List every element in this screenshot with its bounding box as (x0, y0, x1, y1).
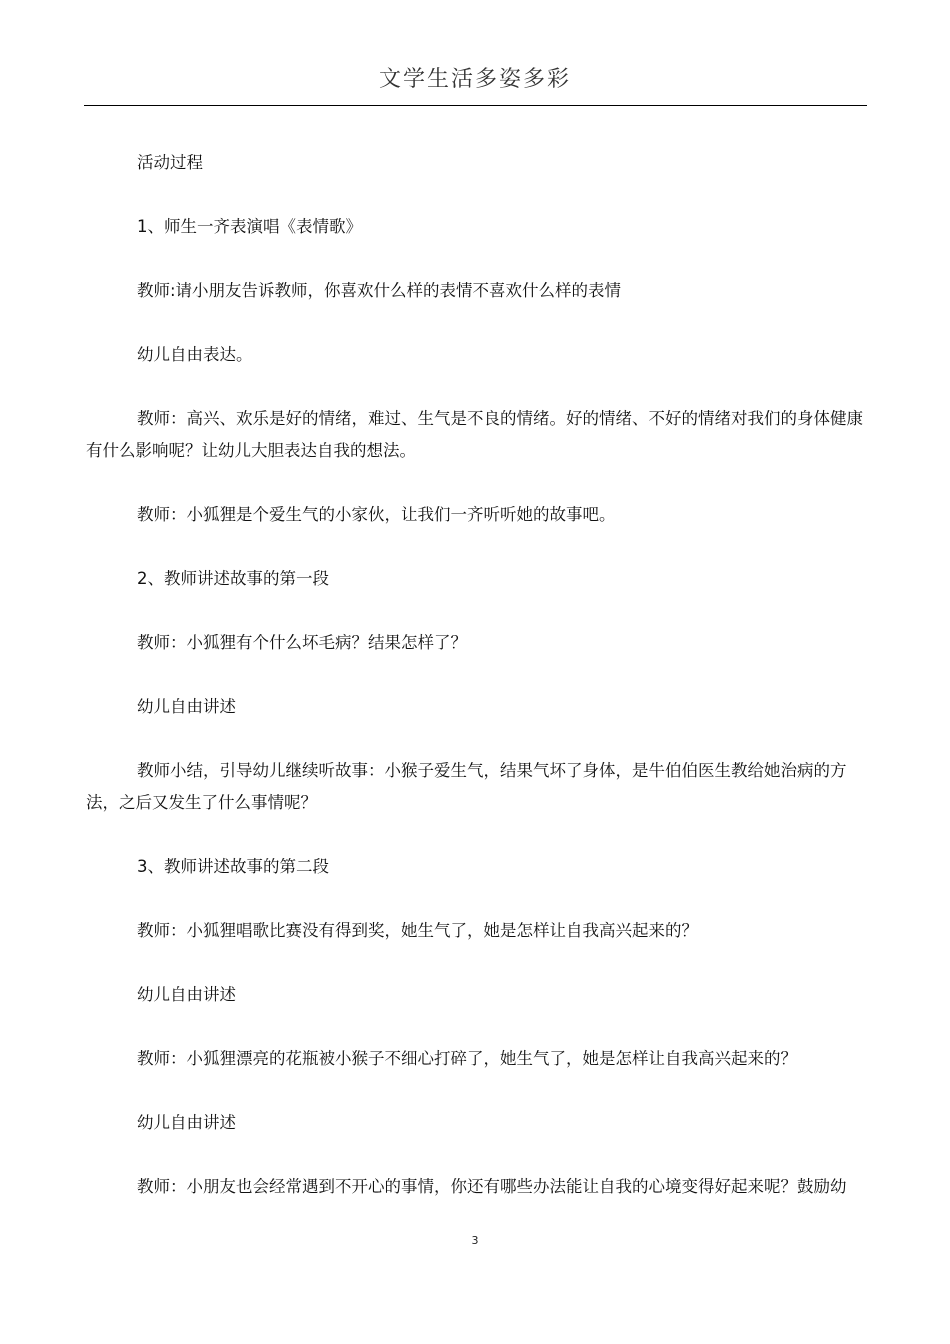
paragraph-children-narrate-3: 幼儿自由讲述 (137, 1113, 236, 1132)
paragraph-activity-process: 活动过程 (137, 153, 203, 172)
paragraph-teacher-question-1: 教师:请小朋友告诉教师，你喜欢什么样的表情不喜欢什么样的表情 (137, 281, 622, 300)
paragraph-teacher-question-2: 教师：小狐狸有个什么坏毛病？结果怎样了？ (137, 633, 467, 652)
paragraph-step-2: 2、教师讲述故事的第一段 (137, 569, 329, 588)
paragraph-children-express: 幼儿自由表达。 (137, 345, 253, 364)
paragraph-teacher-question-3: 教师：小狐狸唱歌比赛没有得到奖，她生气了，她是怎样让自我高兴起来的？ (137, 921, 698, 940)
paragraph-step-1: 1、师生一齐表演唱《表情歌》 (137, 217, 362, 236)
paragraph-teacher-question-5: 教师：小朋友也会经常遇到不开心的事情，你还有哪些办法能让自我的心境变得好起来呢？鼓励幼 (137, 1177, 847, 1196)
paragraph-teacher-fox-intro: 教师：小狐狸是个爱生气的小家伙，让我们一齐听听她的故事吧。 (137, 505, 616, 524)
header-divider (84, 105, 867, 106)
paragraph-teacher-emotions: 教师：高兴、欢乐是好的情绪，难过、生气是不良的情绪。好的情绪、不好的情绪对我们的身体健康有什么影响呢？让幼儿大胆表达自我的想法。 (86, 409, 863, 460)
page-number: 3 (471, 1234, 479, 1247)
paragraph-children-narrate-1: 幼儿自由讲述 (137, 697, 236, 716)
paragraph-teacher-question-4: 教师：小狐狸漂亮的花瓶被小猴子不细心打碎了，她生气了，她是怎样让自我高兴起来的？ (137, 1049, 797, 1068)
paragraph-teacher-summary: 教师小结，引导幼儿继续听故事：小猴子爱生气，结果气坏了身体，是牛伯伯医生教给她治病的方法，之后又发生了什么事情呢？ (86, 761, 847, 812)
paragraph-step-3: 3、教师讲述故事的第二段 (137, 857, 329, 876)
paragraph-children-narrate-2: 幼儿自由讲述 (137, 985, 236, 1004)
page-header-title: 文学生活多姿多彩 (378, 67, 571, 92)
